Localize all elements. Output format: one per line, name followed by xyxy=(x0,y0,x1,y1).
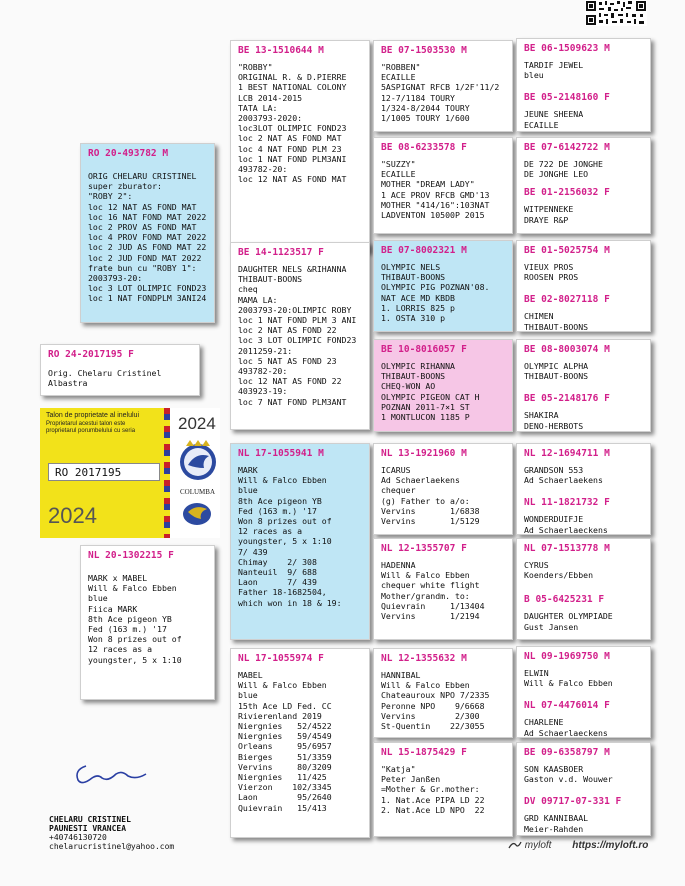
tricolor-ribbon xyxy=(164,408,170,538)
ring-number: NL 17-1055974 F xyxy=(238,653,324,664)
pedigree-card-pair xyxy=(516,38,651,132)
card-details: "SUZZY" ECAILLE MOTHER "DREAM LADY" 1 ACE PROV RFCB GMD'13 MOTHER "414/16":103NAT LADVENTON 10500P 2015 xyxy=(381,159,490,221)
card-details: JEUNE SHEENA ECAILLE xyxy=(524,109,584,130)
pedigree-card-pair xyxy=(516,339,651,432)
pedigree-card-granddam xyxy=(373,742,513,837)
ring-number: NL 09-1969750 M xyxy=(524,651,610,662)
ring-number: BE 08-6233578 F xyxy=(381,142,467,153)
pigeon-silhouette-icon xyxy=(180,498,214,528)
talon-year: 2024 xyxy=(48,503,97,528)
card-details: HANNIBAL Will & Falco Ebben Chateauroux NPO 7/2335 Peronne NPO 9/6668 Vervins 2/300 St-Quentin 22/3055 xyxy=(381,670,490,732)
ring-number: BE 01-2156032 F xyxy=(524,187,610,199)
card-details: SHAKIRA DENO-HERBOTS xyxy=(524,410,584,431)
ring-number: BE 06-1509623 M xyxy=(524,43,610,54)
card-details: GRD KANNIBAAL Meier-Rahden xyxy=(524,813,589,834)
myloft-logo-icon xyxy=(508,840,522,850)
ring-number: BE 07-6142722 M xyxy=(524,142,610,153)
card-details: MARK Will & Falco Ebben blue 8th Ace pigeon YB Fed (163 m.) '17 Won 8 prizes out of 12 races as a youngster, 5 x 1:10 7/ 439 Chimay 2/ 308 Nanteuil 9/ 688 Laon 7/ 439 Father 18-1682504, which won in 18 & 19: xyxy=(238,465,342,608)
ring-number: B 05-6425231 F xyxy=(524,594,605,606)
ring-number: DV 09717-07-331 F xyxy=(524,796,622,808)
ring-number: NL 15-1875429 F xyxy=(381,747,467,758)
ring-number: NL 11-1821732 F xyxy=(524,497,610,509)
card-details: DAUGHTER OLYMPIADE Gust Jansen xyxy=(524,611,613,632)
mother-card xyxy=(80,545,215,700)
myloft-branding xyxy=(508,840,648,851)
card-details: MARK x MABEL Will & Falco Ebben blue Fiica MARK 8th Ace pigeon YB Fed (163 m.) '17 Won 8 prizes out of 12 races as a youngster, 5 x 1:10 xyxy=(88,573,182,665)
pedigree-card-grandsire xyxy=(373,443,513,535)
breeder-name: CHELARU CRISTINEL xyxy=(49,815,131,824)
qr-code-icon xyxy=(585,0,647,26)
pedigree-card-granddam xyxy=(373,339,513,432)
card-details: WITPENNEKE DRAYE R&P xyxy=(524,204,574,225)
ring-number: BE 01-5025754 M xyxy=(524,245,610,256)
ring-number: NL 12-1355707 F xyxy=(381,543,467,554)
pedigree-card-pair xyxy=(516,240,651,332)
ring-number: NL 07-1513778 M xyxy=(524,543,610,554)
talon-brand: COLUMBA xyxy=(180,488,216,496)
myloft-url[interactable]: https://myloft.ro xyxy=(572,840,649,851)
card-details: OLYMPIC ALPHA THIBAUT-BOONS xyxy=(524,361,589,382)
ring-number: BE 07-8002321 M xyxy=(381,245,467,256)
pedigree-card-grandsire xyxy=(373,648,513,738)
ring-number: RO 24-2017195 F xyxy=(48,349,134,360)
ring-number: BE 05-2148176 F xyxy=(524,393,610,405)
myloft-logo-text: myloft xyxy=(524,840,552,851)
card-details: "ROBBY" ORIGINAL R. & D.PIERRE 1 BEST NATIONAL COLONY LCB 2014-2015 TATA LA: 2003793-2020: loc3LOT OLIMPIC FOND23 loc 2 NAT AS FOND MAT loc 4 NAT FOND PLM 23 loc 1 NAT FOND PLM3ANI 493782-20: loc 12 NAT AS FOND MAT xyxy=(238,62,347,185)
breeder-contact xyxy=(49,815,174,851)
card-details: "Katja" Peter Janßen =Mother & Gr.mother: 1. Nat.Ace PIPA LD 22 2. Nat.Ace LD NPO 22 xyxy=(381,764,485,815)
ring-number: BE 05-2148160 F xyxy=(524,92,610,104)
ring-number: NL 20-1302215 F xyxy=(88,550,174,561)
breeder-place: PAUNESTI VRANCEA xyxy=(49,824,127,833)
card-details: CHIMEN THIBAUT-BOONS xyxy=(524,311,589,332)
subject-card xyxy=(40,344,200,396)
ring-number: BE 08-8003074 M xyxy=(524,344,610,355)
ring-number: NL 12-1694711 M xyxy=(524,448,610,459)
ring-number: BE 02-8027118 F xyxy=(524,294,610,306)
ring-number: BE 14-1123517 F xyxy=(238,247,324,258)
card-details: GRANDSON 553 Ad Schaerlaekens xyxy=(524,465,603,486)
pedigree-card-grandsire xyxy=(373,40,513,132)
pedigree-card-pair xyxy=(516,443,651,535)
talon-year-top: 2024 xyxy=(178,414,216,433)
pedigree-card-pair xyxy=(516,137,651,234)
ring-number: NL 17-1055941 M xyxy=(238,448,324,459)
ring-number: NL 13-1921960 M xyxy=(381,448,467,459)
pedigree-card-pair xyxy=(516,742,651,836)
pedigree-card-pair xyxy=(516,538,651,640)
card-details: DAUGHTER NELS &RIHANNA THIBAUT-BOONS cheq MAMA LA: 2003793-20:OLIMPIC ROBY loc 1 NAT FOND PLM 3 ANI loc 2 NAT AS FOND 22 loc 3 LOT OLIMPIC FOND23 2011259-21: loc 5 NAT AS FOND 23 493782-20: loc 12 NAT AS FOND 22 403923-19: loc 7 NAT FOND PLM3ANT xyxy=(238,264,357,407)
ring-number: BE 13-1510644 M xyxy=(238,45,324,56)
card-details: ELWIN Will & Falco Ebben xyxy=(524,668,613,689)
card-details: Orig. Chelaru Cristinel Albastra xyxy=(48,368,162,389)
card-details: WONDERDUIFJE Ad Schaerlaeckens xyxy=(524,514,608,535)
ring-number: NL 07-4476014 F xyxy=(524,700,610,712)
card-details: OLYMPIC RIHANNA THIBAUT-BOONS CHEQ-WON AO OLYMPIC PIGEON CAT H POZNAN 2011-7×1 ST 1 MONTLUCON 1185 P xyxy=(381,361,480,423)
card-details: DE 722 DE JONGHE DE JONGHE LEO xyxy=(524,159,603,180)
talon-text: Proprietarul acestui talon este proprietarul porumbelului cu seria xyxy=(46,421,136,434)
card-details: VIEUX PROS ROOSEN PROS xyxy=(524,262,579,283)
card-details: ORIG CHELARU CRISTINEL super zburator: "ROBY 2": loc 12 NAT AS FOND MAT loc 16 NAT FOND MAT 2022 loc 2 PROV AS FOND MAT loc 4 PROV FOND MAT 2022 loc 2 JUD AS FOND MAT 22 loc 2 JUD FOND MAT 2022 frate bun cu "ROBY 1": 2003793-20: loc 3 LOT OLIMPIC FOND23 loc 1 NAT FONDPLM 3ANI24 xyxy=(88,171,207,304)
ring-number: NL 12-1355632 M xyxy=(381,653,467,664)
signature-icon xyxy=(72,760,152,790)
pedigree-card-father xyxy=(80,143,215,323)
pedigree-card-dam xyxy=(230,648,370,838)
card-details: CHARLENE Ad Schaerlaeckens xyxy=(524,717,608,738)
pedigree-card-sire xyxy=(230,40,370,252)
breeder-email[interactable]: chelarucristinel@yahoo.com xyxy=(49,842,175,851)
card-details: CYRUS Koenders/Ebben xyxy=(524,560,594,581)
ring-number: RO 20-493782 M xyxy=(88,148,169,159)
ring-number: BE 10-8016057 F xyxy=(381,344,467,355)
card-details: TARDIF JEWEL bleu xyxy=(524,60,584,81)
pedigree-card-grandsire xyxy=(373,240,513,332)
talon-title: Talon de proprietate al inelului xyxy=(46,412,140,419)
card-details: ICARUS Ad Schaerlaekens chequer (g) Father to a/o: Vervins 1/6838 Vervins 1/5129 xyxy=(381,465,480,527)
card-details: HADENNA Will & Falco Ebben chequer white flight Mother/grandm. to: Quievrain 1/13404 Vervins 1/2194 xyxy=(381,560,485,622)
ownership-talon xyxy=(40,408,220,538)
pedigree-card-pair xyxy=(516,646,651,738)
card-details: OLYMPIC NELS THIBAUT-BOONS OLYMPIC PIG POZNAN'08. NAT ACE MD KBDB 1. LORRIS 825 p 1. OSTA 310 p xyxy=(381,262,490,324)
pedigree-card-sire xyxy=(230,443,370,640)
pedigree-card-dam xyxy=(230,242,370,430)
breeder-phone: +40746130720 xyxy=(49,833,107,842)
talon-ring-number: RO 2017195 xyxy=(48,463,160,481)
card-details: "ROBBEN" ECAILLE 5ASPIGNAT RFCB 1/2F'11/2 12-7/1184 TOURY 1/324-8/2044 TOURY 1/1005 TOURY 1/600 xyxy=(381,62,500,124)
ring-number: BE 09-6358797 M xyxy=(524,747,610,758)
pedigree-card-granddam xyxy=(373,538,513,640)
card-details: MABEL Will & Falco Ebben blue 15th Ace LD Fed. CC Rivierenland 2019 Niergnies 52/4522 Niergnies 59/4549 Orleans 95/6957 Bierges 51/3359 Vervins 80/3209 Niergnies 11/425 Vierzon 102/3345 Laon 95/2640 Quievrain 15/413 xyxy=(238,670,332,813)
ring-number: BE 07-1503530 M xyxy=(381,45,467,56)
columba-emblem-icon xyxy=(176,438,220,486)
card-details: SON KAASBOER Gaston v.d. Wouwer xyxy=(524,764,613,785)
pedigree-card-granddam xyxy=(373,137,513,234)
